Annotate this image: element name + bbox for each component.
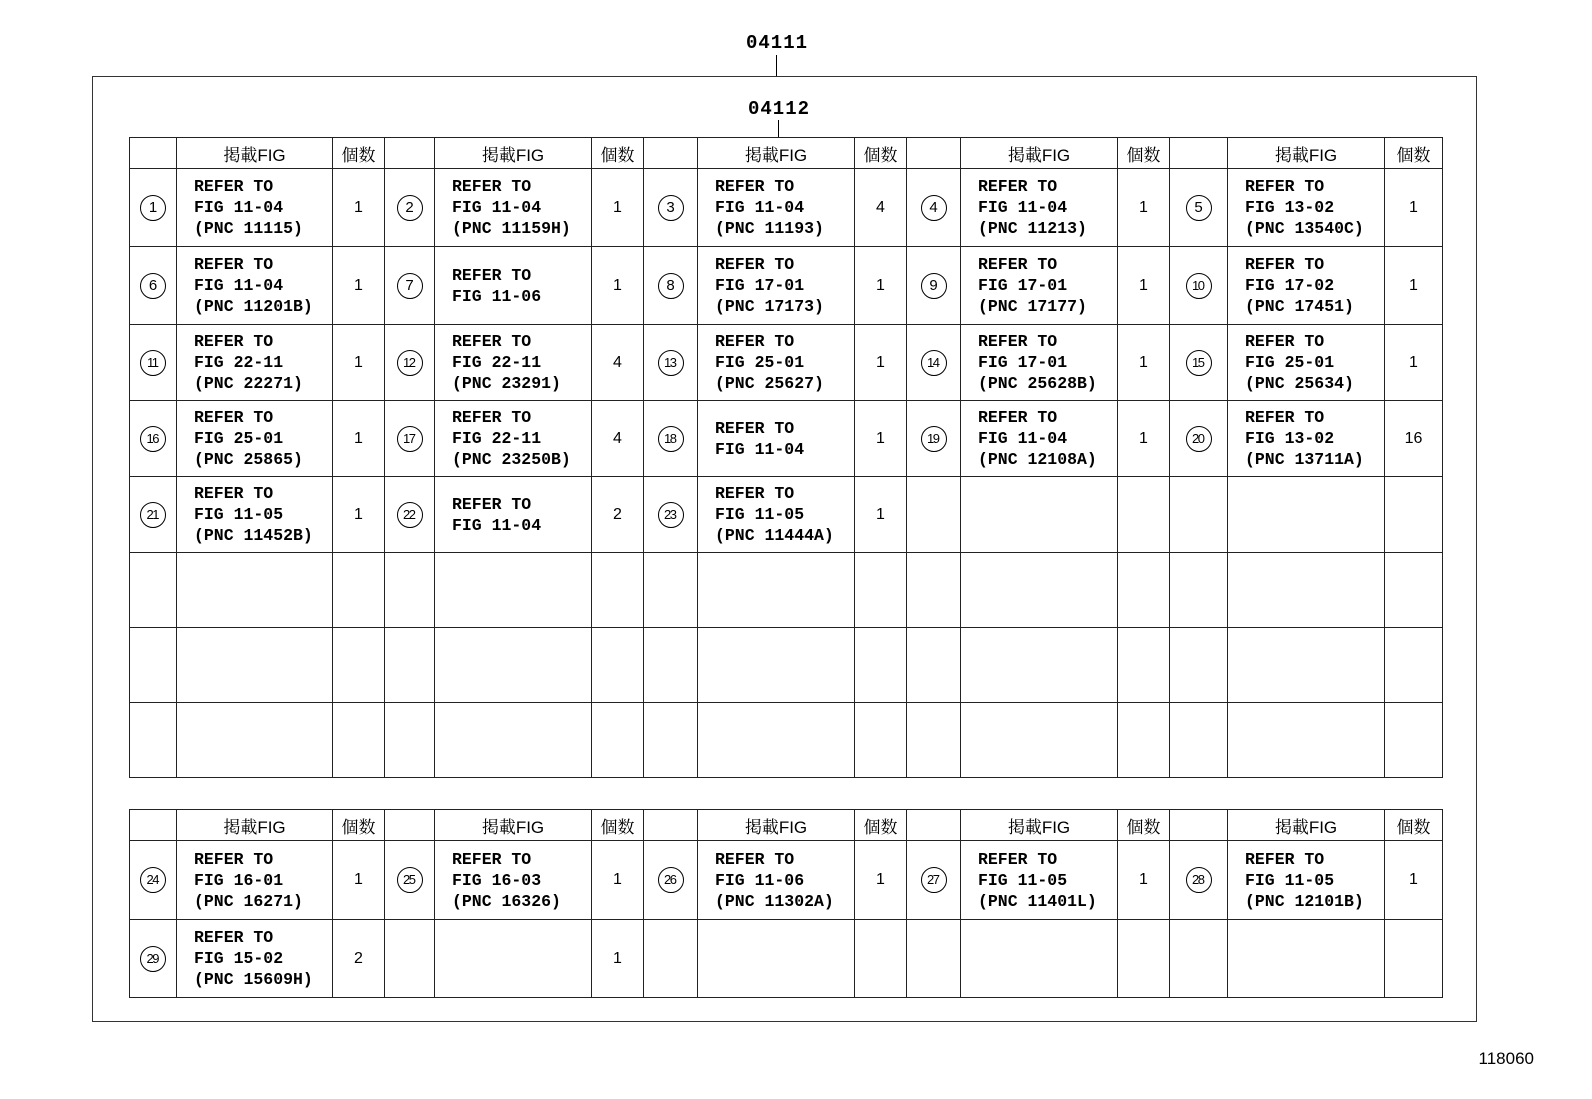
item-number-cell <box>385 401 435 477</box>
quantity: 1 <box>333 477 385 553</box>
figure-reference: REFER TO FIG 11-04 (PNC 11115) <box>177 169 333 247</box>
item-number-cell <box>130 920 177 998</box>
quantity <box>1385 477 1443 553</box>
quantity: 1 <box>592 169 644 247</box>
item-number-cell <box>644 247 698 325</box>
item-number-cell <box>644 169 698 247</box>
figure-reference: REFER TO FIG 22-11 (PNC 23291) <box>435 325 592 401</box>
quantity: 1 <box>592 841 644 920</box>
item-number-badge: 20 <box>1186 426 1212 452</box>
item-number-badge: 26 <box>658 867 684 893</box>
item-number-cell <box>907 841 961 920</box>
quantity <box>855 628 907 703</box>
figure-reference: REFER TO FIG 11-05 (PNC 12101B) <box>1228 841 1385 920</box>
item-number-cell <box>385 169 435 247</box>
figure-reference: REFER TO FIG 16-03 (PNC 16326) <box>435 841 592 920</box>
item-number-cell <box>130 247 177 325</box>
item-number-cell <box>1170 401 1228 477</box>
quantity: 1 <box>855 247 907 325</box>
figure-reference <box>435 920 592 998</box>
item-number-cell <box>130 703 177 778</box>
outer-leader-line <box>776 55 777 76</box>
item-number-cell <box>907 477 961 553</box>
quantity: 1 <box>1385 169 1443 247</box>
figure-reference: REFER TO FIG 25-01 (PNC 25627) <box>698 325 855 401</box>
header-fig: 掲載FIG <box>435 810 592 841</box>
quantity: 1 <box>855 401 907 477</box>
figure-reference: REFER TO FIG 17-01 (PNC 17173) <box>698 247 855 325</box>
figure-reference <box>961 477 1118 553</box>
header-qty: 個数 <box>592 138 644 169</box>
quantity: 1 <box>855 841 907 920</box>
figure-reference: REFER TO FIG 25-01 (PNC 25634) <box>1228 325 1385 401</box>
figure-reference: REFER TO FIG 13-02 (PNC 13711A) <box>1228 401 1385 477</box>
item-number-badge: 6 <box>140 273 166 299</box>
item-number-badge: 25 <box>397 867 423 893</box>
quantity: 1 <box>1385 247 1443 325</box>
figure-reference: REFER TO FIG 15-02 (PNC 15609H) <box>177 920 333 998</box>
figure-reference: REFER TO FIG 11-04 <box>435 477 592 553</box>
quantity <box>1385 628 1443 703</box>
quantity <box>1385 920 1443 998</box>
header-qty: 個数 <box>1118 810 1170 841</box>
header-qty: 個数 <box>1118 138 1170 169</box>
quantity: 1 <box>333 325 385 401</box>
header-qty: 個数 <box>1385 138 1443 169</box>
item-number-badge: 4 <box>921 195 947 221</box>
item-number-badge: 7 <box>397 273 423 299</box>
item-number-badge: 22 <box>397 502 423 528</box>
item-number-cell <box>130 169 177 247</box>
item-number-cell <box>1170 169 1228 247</box>
table-row <box>130 628 1443 703</box>
item-number-cell <box>644 401 698 477</box>
table-row <box>130 553 1443 628</box>
item-number-cell <box>385 841 435 920</box>
header-number-cell <box>644 810 698 841</box>
quantity <box>1118 703 1170 778</box>
item-number-badge: 14 <box>921 350 947 376</box>
figure-reference <box>698 553 855 628</box>
item-number-cell <box>1170 553 1228 628</box>
figure-reference <box>961 628 1118 703</box>
item-number-cell <box>385 325 435 401</box>
item-number-cell <box>385 247 435 325</box>
item-number-cell <box>907 920 961 998</box>
item-number-cell <box>385 703 435 778</box>
figure-reference <box>1228 920 1385 998</box>
header-row <box>130 138 1443 169</box>
quantity: 1 <box>1118 325 1170 401</box>
item-number-badge: 13 <box>658 350 684 376</box>
quantity <box>592 553 644 628</box>
header-qty: 個数 <box>1385 810 1443 841</box>
quantity <box>333 553 385 628</box>
header-fig: 掲載FIG <box>961 810 1118 841</box>
item-number-cell <box>907 628 961 703</box>
item-number-badge: 3 <box>658 195 684 221</box>
quantity: 4 <box>592 401 644 477</box>
item-number-badge: 19 <box>921 426 947 452</box>
header-number-cell <box>1170 810 1228 841</box>
quantity: 1 <box>1118 841 1170 920</box>
item-number-cell <box>644 628 698 703</box>
quantity: 1 <box>333 401 385 477</box>
figure-reference: REFER TO FIG 11-04 (PNC 11201B) <box>177 247 333 325</box>
figure-reference: REFER TO FIG 11-04 (PNC 12108A) <box>961 401 1118 477</box>
inner-leader-line <box>778 120 779 138</box>
item-number-badge: 8 <box>658 273 684 299</box>
header-number-cell <box>130 138 177 169</box>
figure-reference: REFER TO FIG 11-05 (PNC 11401L) <box>961 841 1118 920</box>
header-number-cell <box>907 138 961 169</box>
item-number-badge: 28 <box>1186 867 1212 893</box>
quantity: 1 <box>855 325 907 401</box>
item-number-cell <box>907 169 961 247</box>
item-number-badge: 5 <box>1186 195 1212 221</box>
figure-reference: REFER TO FIG 11-04 (PNC 11159H) <box>435 169 592 247</box>
figure-reference: REFER TO FIG 11-06 <box>435 247 592 325</box>
figure-reference <box>1228 477 1385 553</box>
quantity: 2 <box>333 920 385 998</box>
header-fig: 掲載FIG <box>1228 810 1385 841</box>
quantity: 1 <box>592 920 644 998</box>
header-number-cell <box>644 138 698 169</box>
table-row <box>130 325 1443 401</box>
item-number-badge: 9 <box>921 273 947 299</box>
table-row <box>130 477 1443 553</box>
illustration-code: 118060 <box>1478 1049 1534 1068</box>
quantity: 1 <box>1118 401 1170 477</box>
header-number-cell <box>907 810 961 841</box>
quantity: 16 <box>1385 401 1443 477</box>
header-number-cell <box>1170 138 1228 169</box>
item-number-cell <box>130 325 177 401</box>
item-number-cell <box>907 553 961 628</box>
figure-reference <box>435 628 592 703</box>
parts-table-main <box>129 137 1443 778</box>
figure-reference <box>698 628 855 703</box>
figure-reference: REFER TO FIG 11-05 (PNC 11444A) <box>698 477 855 553</box>
figure-reference <box>1228 553 1385 628</box>
quantity: 1 <box>1385 325 1443 401</box>
quantity <box>1118 553 1170 628</box>
quantity <box>855 703 907 778</box>
item-number-cell <box>130 553 177 628</box>
figure-reference <box>961 553 1118 628</box>
figure-reference: REFER TO FIG 11-06 (PNC 11302A) <box>698 841 855 920</box>
item-number-cell <box>644 920 698 998</box>
item-number-badge: 11 <box>140 350 166 376</box>
header-qty: 個数 <box>592 810 644 841</box>
item-number-cell <box>1170 703 1228 778</box>
header-number-cell <box>385 810 435 841</box>
quantity: 1 <box>1118 169 1170 247</box>
item-number-badge: 1 <box>140 195 166 221</box>
item-number-cell <box>1170 920 1228 998</box>
figure-reference: REFER TO FIG 11-05 (PNC 11452B) <box>177 477 333 553</box>
quantity: 4 <box>855 169 907 247</box>
item-number-cell <box>644 477 698 553</box>
quantity <box>592 703 644 778</box>
table-row <box>130 247 1443 325</box>
figure-reference <box>961 703 1118 778</box>
item-number-cell <box>907 325 961 401</box>
header-fig: 掲載FIG <box>177 810 333 841</box>
item-number-badge: 23 <box>658 502 684 528</box>
table-row <box>130 920 1443 998</box>
figure-reference <box>1228 703 1385 778</box>
item-number-cell <box>1170 477 1228 553</box>
quantity <box>333 703 385 778</box>
item-number-badge: 12 <box>397 350 423 376</box>
header-fig: 掲載FIG <box>435 138 592 169</box>
figure-reference <box>177 703 333 778</box>
figure-reference: REFER TO FIG 11-04 <box>698 401 855 477</box>
quantity <box>855 920 907 998</box>
item-number-badge: 27 <box>921 867 947 893</box>
quantity <box>1118 477 1170 553</box>
figure-reference <box>698 920 855 998</box>
figure-reference: REFER TO FIG 25-01 (PNC 25865) <box>177 401 333 477</box>
figure-reference <box>435 703 592 778</box>
item-number-cell <box>385 477 435 553</box>
figure-reference <box>1228 628 1385 703</box>
figure-reference: REFER TO FIG 17-01 (PNC 17177) <box>961 247 1118 325</box>
item-number-cell <box>1170 247 1228 325</box>
header-qty: 個数 <box>855 138 907 169</box>
figure-reference <box>435 553 592 628</box>
item-number-cell <box>644 841 698 920</box>
item-number-badge: 2 <box>397 195 423 221</box>
item-number-cell <box>130 401 177 477</box>
table-row <box>130 169 1443 247</box>
figure-reference <box>698 703 855 778</box>
item-number-badge: 10 <box>1186 273 1212 299</box>
figure-reference: REFER TO FIG 13-02 (PNC 13540C) <box>1228 169 1385 247</box>
figure-reference: REFER TO FIG 11-04 (PNC 11213) <box>961 169 1118 247</box>
item-number-badge: 17 <box>397 426 423 452</box>
header-fig: 掲載FIG <box>177 138 333 169</box>
quantity: 1 <box>1118 247 1170 325</box>
item-number-cell <box>130 477 177 553</box>
quantity: 1 <box>1385 841 1443 920</box>
item-number-cell <box>1170 841 1228 920</box>
figure-reference: REFER TO FIG 22-11 (PNC 22271) <box>177 325 333 401</box>
item-number-badge: 21 <box>140 502 166 528</box>
quantity <box>1118 628 1170 703</box>
quantity: 4 <box>592 325 644 401</box>
header-number-cell <box>385 138 435 169</box>
quantity <box>855 553 907 628</box>
item-number-cell <box>644 703 698 778</box>
header-fig: 掲載FIG <box>961 138 1118 169</box>
item-number-cell <box>385 553 435 628</box>
header-number-cell <box>130 810 177 841</box>
figure-reference <box>961 920 1118 998</box>
quantity: 1 <box>333 841 385 920</box>
quantity <box>333 628 385 703</box>
header-qty: 個数 <box>855 810 907 841</box>
item-number-badge: 29 <box>140 946 166 972</box>
item-number-cell <box>907 247 961 325</box>
item-number-cell <box>644 553 698 628</box>
figure-reference: REFER TO FIG 17-02 (PNC 17451) <box>1228 247 1385 325</box>
quantity: 1 <box>592 247 644 325</box>
item-number-cell <box>385 920 435 998</box>
quantity <box>1385 703 1443 778</box>
quantity: 1 <box>333 247 385 325</box>
item-number-cell <box>1170 628 1228 703</box>
figure-reference: REFER TO FIG 11-04 (PNC 11193) <box>698 169 855 247</box>
item-number-cell <box>644 325 698 401</box>
item-number-cell <box>130 841 177 920</box>
quantity <box>1385 553 1443 628</box>
header-fig: 掲載FIG <box>1228 138 1385 169</box>
header-fig: 掲載FIG <box>698 810 855 841</box>
item-number-badge: 15 <box>1186 350 1212 376</box>
figure-reference <box>177 628 333 703</box>
quantity: 1 <box>333 169 385 247</box>
header-qty: 個数 <box>333 810 385 841</box>
parts-table-additional <box>129 809 1443 998</box>
figure-reference: REFER TO FIG 22-11 (PNC 23250B) <box>435 401 592 477</box>
quantity <box>592 628 644 703</box>
outer-assembly-label: 04111 <box>746 32 809 54</box>
quantity: 1 <box>855 477 907 553</box>
header-fig: 掲載FIG <box>698 138 855 169</box>
item-number-cell <box>385 628 435 703</box>
item-number-badge: 18 <box>658 426 684 452</box>
table-row <box>130 703 1443 778</box>
item-number-cell <box>907 703 961 778</box>
table-row <box>130 401 1443 477</box>
header-qty: 個数 <box>333 138 385 169</box>
item-number-cell <box>1170 325 1228 401</box>
item-number-badge: 24 <box>140 867 166 893</box>
item-number-cell <box>130 628 177 703</box>
table-row <box>130 841 1443 920</box>
item-number-cell <box>907 401 961 477</box>
figure-reference: REFER TO FIG 17-01 (PNC 25628B) <box>961 325 1118 401</box>
header-row <box>130 810 1443 841</box>
inner-assembly-label: 04112 <box>748 98 811 120</box>
figure-reference <box>177 553 333 628</box>
quantity <box>1118 920 1170 998</box>
figure-reference: REFER TO FIG 16-01 (PNC 16271) <box>177 841 333 920</box>
item-number-badge: 16 <box>140 426 166 452</box>
quantity: 2 <box>592 477 644 553</box>
